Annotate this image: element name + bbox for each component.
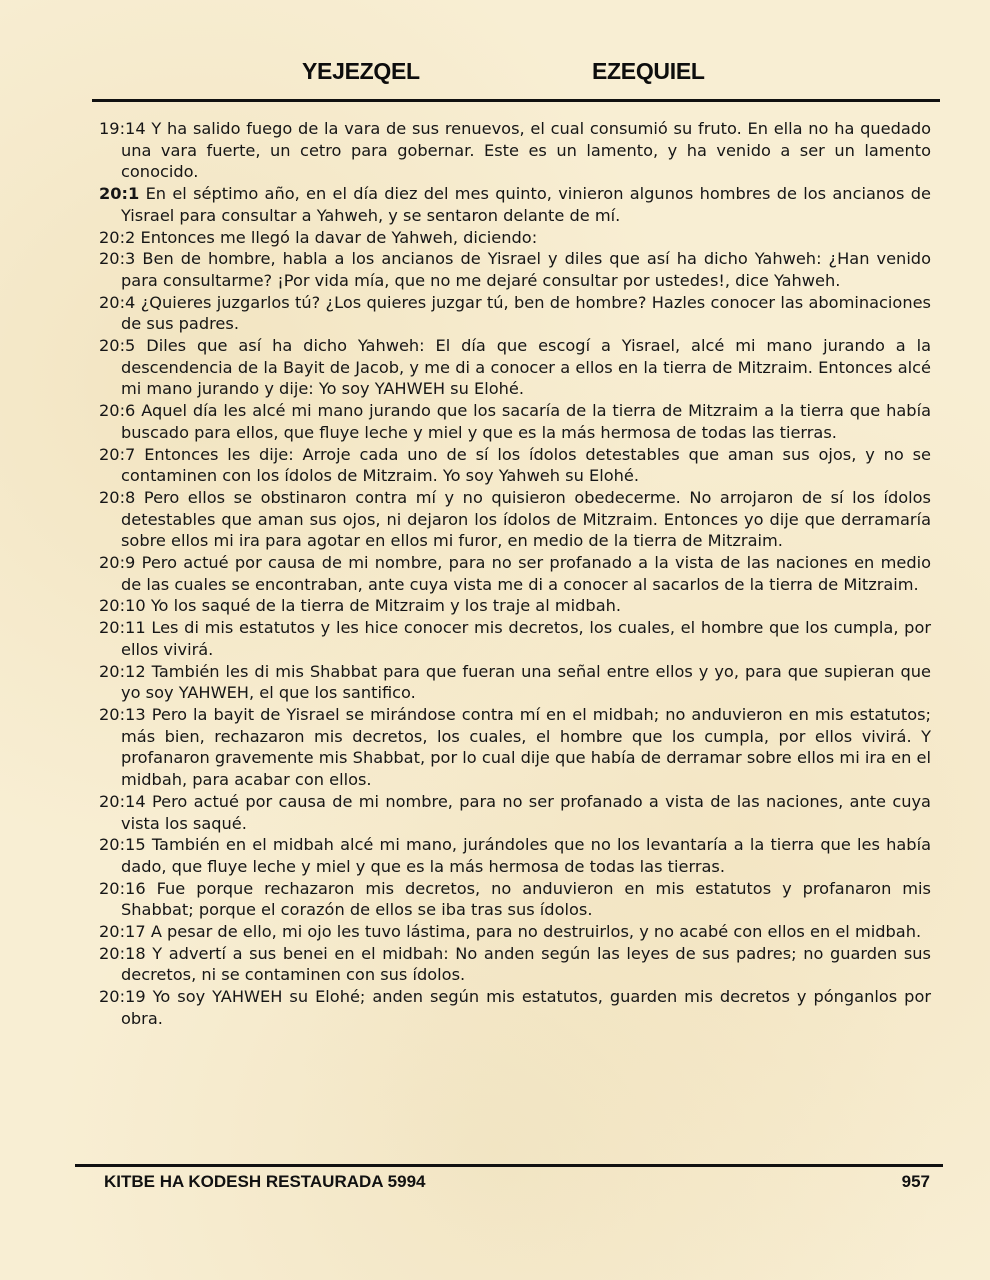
verse-reference: 20:18 bbox=[99, 943, 146, 963]
verse-text: Entonces les dije: Arroje cada uno de sí los ídolos detestables que aman sus ojos, y no se contaminen con los ídolos de Mitzraim. Yo soy Yahweh su Elohé. bbox=[121, 444, 931, 486]
verse-text: Y ha salido fuego de la vara de sus renuevos, el cual consumió su fruto. En ella no ha quedado una vara fuerte, un cetro para gobernar. Este es un lamento, y ha venido a ser un lamento conocido. bbox=[121, 119, 931, 182]
verse-text: Ben de hombre, habla a los ancianos de Yisrael y diles que así ha dicho Yahweh: ¿Han venido para consultarme? ¡Por vida mía, que no me dejaré consultar por ustedes!, dice Yahweh. bbox=[121, 249, 931, 290]
footer-divider bbox=[75, 1164, 943, 1167]
verse-text: Yo los saqué de la tierra de Mitzraim y los traje al midbah. bbox=[150, 596, 622, 616]
verse-text: Pero actué por causa de mi nombre, para no ser profanado a la vista de las naciones en medio de las cuales se encontraban, ante cuya vista me di a conocer al sacarlos de la tierra de Mitzraim. bbox=[121, 553, 931, 594]
verse-text: Pero la bayit de Yisrael se mirándose contra mí en el midbah; no anduvieron en mis estatutos; más bien, rechazaron mis decretos, los cuales, el hombre que los cumpla, por ellos vivirá. Y profanaron gravemente mis Shabbat, por lo cual dije que había de derramar sobre ellos mi ira en el midbah, para acabar con ellos. bbox=[121, 704, 931, 790]
verse bbox=[99, 227, 931, 249]
verse bbox=[99, 834, 931, 877]
verse-reference: 20:11 bbox=[99, 618, 146, 638]
verse bbox=[99, 661, 931, 704]
verse-reference: 20:4 bbox=[99, 292, 136, 312]
verse-text: Y advertí a sus benei en el midbah: No anden según las leyes de sus padres; no guarden sus decretos, ni se contaminen con sus ídolos. bbox=[121, 943, 931, 985]
verse-reference: 20:10 bbox=[99, 596, 146, 616]
verse bbox=[99, 595, 931, 617]
verse-list bbox=[99, 118, 931, 1030]
verse-text: Les di mis estatutos y les hice conocer mis decretos, los cuales, el hombre que los cumpla, por ellos vivirá. bbox=[121, 618, 931, 659]
verse-reference: 20:2 bbox=[99, 227, 136, 247]
verse-text: En el séptimo año, en el día diez del mes quinto, vinieron algunos hombres de los ancianos de Yisrael para consultar a Yahweh, y se sentaron delante de mí. bbox=[121, 184, 932, 225]
verse-text: Pero actué por causa de mi nombre, para no ser profanado a vista de las naciones, ante cuya vista los saqué. bbox=[121, 791, 931, 833]
page-header bbox=[0, 58, 990, 92]
verse-reference: 20:16 bbox=[99, 878, 146, 898]
verse-text: A pesar de ello, mi ojo les tuvo lástima, para no destruirlos, y no acabé con ellos en el midbah. bbox=[150, 922, 922, 942]
verse-text: ¿Quieres juzgarlos tú? ¿Los quieres juzgar tú, ben de hombre? Hazles conocer las abominaciones de sus padres. bbox=[121, 292, 931, 334]
verse-reference: 20:7 bbox=[99, 444, 136, 464]
verse-text: Diles que así ha dicho Yahweh: El día que escogí a Yisrael, alcé mi mano jurando a la descendencia de la Bayit de Jacob, y me di a conocer a ellos en la tierra de Mitzraim. Entonces alcé mi mano jurando y dije: Yo soy YAHWEH su Elohé. bbox=[121, 336, 931, 399]
verse bbox=[99, 335, 931, 400]
verse-reference: 20:19 bbox=[99, 987, 146, 1007]
book-title-hebrew: YEJEZQEL bbox=[302, 58, 420, 84]
verse-reference: 19:14 bbox=[99, 119, 146, 138]
verse bbox=[99, 791, 931, 834]
verse bbox=[99, 704, 931, 791]
verse-text: Aquel día les alcé mi mano jurando que los sacaría de la tierra de Mitzraim a la tierra que había buscado para ellos, que fluye leche y miel y que es la más hermosa de todas las tierras. bbox=[121, 401, 931, 442]
verse-text: Fue porque rechazaron mis decretos, no anduvieron en mis estatutos y profanaron mis Shabbat; porque el corazón de ellos se iba tras sus ídolos. bbox=[121, 878, 931, 920]
verse bbox=[99, 292, 931, 335]
verse bbox=[99, 878, 931, 921]
verse bbox=[99, 986, 931, 1029]
verse-reference: 20:8 bbox=[99, 487, 136, 507]
verse-reference: 20:6 bbox=[99, 401, 136, 421]
verse-reference: 20:1 bbox=[99, 184, 140, 204]
verse-reference: 20:5 bbox=[99, 336, 136, 356]
verse-text: También les di mis Shabbat para que fueran una señal entre ellos y yo, para que supieran que yo soy YAHWEH, el que los santifico. bbox=[121, 661, 931, 703]
verse bbox=[99, 617, 931, 660]
verse-reference: 20:15 bbox=[99, 835, 146, 855]
verse bbox=[99, 921, 931, 943]
verse-text: También en el midbah alcé mi mano, jurándoles que no los levantaría a la tierra que les había dado, que fluye leche y miel y que es la más hermosa de todas las tierras. bbox=[121, 835, 931, 876]
verse bbox=[99, 487, 931, 552]
book-title-spanish: EZEQUIEL bbox=[592, 58, 705, 84]
verse bbox=[99, 552, 931, 595]
verse-reference: 20:14 bbox=[99, 791, 146, 811]
verse bbox=[99, 943, 931, 986]
header-divider bbox=[92, 99, 940, 102]
verse bbox=[99, 444, 931, 487]
page-number: 957 bbox=[901, 1172, 930, 1191]
verse-text: Entonces me llegó la davar de Yahweh, diciendo: bbox=[140, 227, 538, 247]
verse-reference: 20:9 bbox=[99, 553, 136, 573]
verse-text: Pero ellos se obstinaron contra mí y no quisieron obedecerme. No arrojaron de sí los ídolos detestables que aman sus ojos, ni dejaron los ídolos de Mitzraim. Entonces yo dije que derramaría sobre ellos mi ira para agotar en ellos mi furor, en medio de la tierra de Mitzraim. bbox=[121, 487, 931, 551]
verse-reference: 20:17 bbox=[99, 922, 146, 942]
verse-reference: 20:3 bbox=[99, 249, 136, 269]
verse bbox=[99, 400, 931, 443]
verse bbox=[99, 248, 931, 291]
verse-text: Yo soy YAHWEH su Elohé; anden según mis estatutos, guarden mis decretos y pónganlos por obra. bbox=[121, 987, 931, 1028]
verse bbox=[99, 183, 931, 226]
verse bbox=[99, 118, 931, 183]
footer-title: KITBE HA KODESH RESTAURADA 5994 bbox=[104, 1172, 426, 1191]
verse-reference: 20:12 bbox=[99, 661, 146, 681]
verse-reference: 20:13 bbox=[99, 704, 146, 724]
